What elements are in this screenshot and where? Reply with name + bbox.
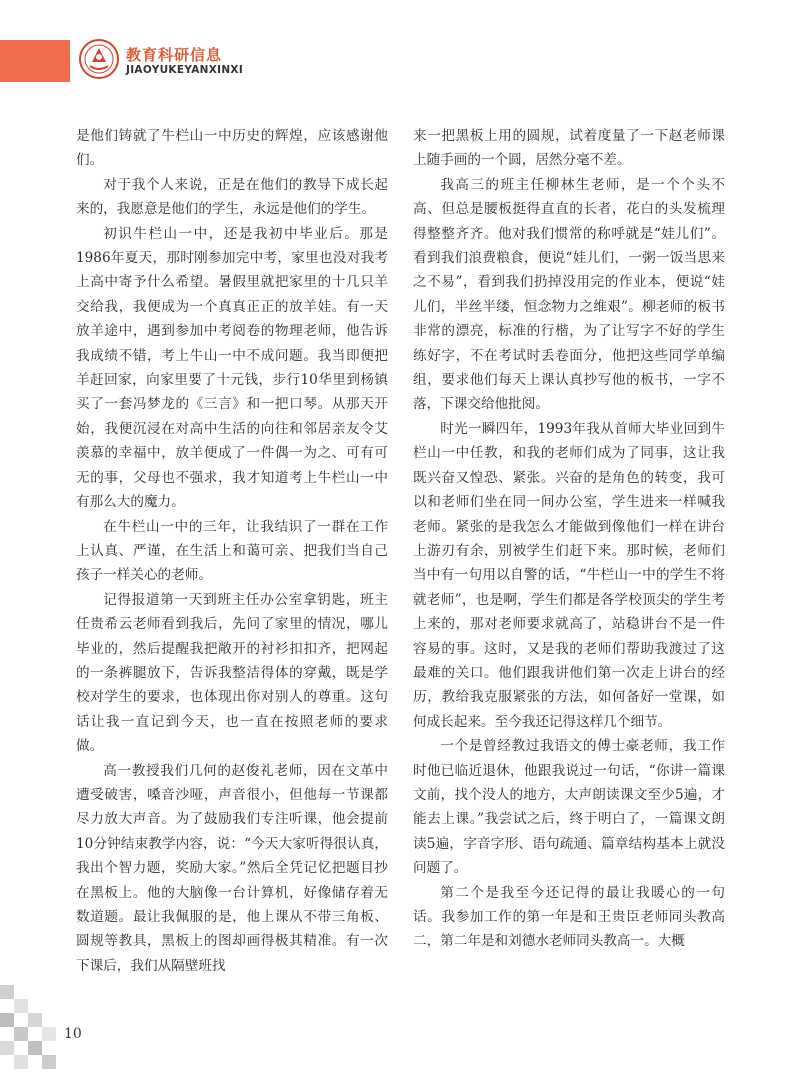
paragraph: 高一教授我们几何的赵俊礼老师，因在文革中遭受破害，嗓音沙哑，声音很小，但他每一节课都尽力放大声音。为了鼓励我们专注听课，他会提前10分钟结束教学内容，说：“今天大家听得很认真，我出个智力题，奖励大家。”然后全凭记忆把题目抄在黑板上。他的大脑像一台计算机，好像储存着无数道题。最让我佩服的是，他上课从不带三角板、圆规等教具，黑板上的图却画得极其精准。有一次下课后，我们从隔壁班找 bbox=[76, 762, 388, 974]
school-emblem-icon bbox=[78, 38, 120, 80]
paragraph: 时光一瞬四年，1993年我从首师大毕业回到牛栏山一中任教，和我的老师们成为了同事，这让我既兴奋又惶恐、紧张。兴奋的是角色的转变，我可以和老师们坐在同一间办公室，学生进来一样喊我老师。紧张的是我怎么才能做到像他们一样在讲台上游刃有余，别被学生们赶下来。那时候，老师们当中有一句用以自警的话，“牛栏山一中的学生不将就老师”，也是啊，学生们都是各学校顶尖的学生考上来的，那对老师要求就高了，站稳讲台不是一件容易的事。这时，又是我的老师们帮助我渡过了这最难的关口。他们跟我讲他们第一次走上讲台的经历，教给我克服紧张的方法，如何备好一堂课，如何成长起来。至今我还记得这样几个细节。 bbox=[413, 420, 725, 730]
paragraph: 对于我个人来说，正是在他们的教导下成长起来的，我愿意是他们的学生，永远是他们的学生。 bbox=[76, 176, 388, 218]
paragraph: 一个是曾经教过我语文的傅士豪老师，我工作时他已临近退休，他跟我说过一句话，“你讲一篇课文前，找个没人的地方，大声朗读课文至少5遍，才能去上课。”我尝试之后，终于明白了，一篇课文朗读5遍，字音字形、语句疏通、篇章结构基本上就没问题了。 bbox=[413, 738, 725, 877]
article-right-column bbox=[413, 124, 725, 954]
header-accent-bar bbox=[0, 40, 70, 82]
journal-subtitle: JIAOYUKEYANXINXI bbox=[126, 64, 244, 76]
paragraph: 在牛栏山一中的三年，让我结识了一群在工作上认真、严谨，在生活上和蔼可亲、把我们当自己孩子一样关心的老师。 bbox=[76, 518, 388, 584]
page-number: 10 bbox=[64, 1026, 82, 1042]
paragraph: 我高三的班主任柳林生老师，是一个个头不高、但总是腰板挺得直直的长者，花白的头发梳理得整整齐齐。他对我们惯常的称呼就是“娃儿们”。看到我们浪费粮食，便说“娃儿们，一粥一饭当思来之不易”，看到我们扔掉没用完的作业本，便说“娃儿们，半丝半缕，恒念物力之维艰”。柳老师的板书非常的漂亮，标准的行楷，为了让写字不好的学生练好字，不在考试时丢卷面分，他把这些同学单编组，要求他们每天上课认真抄写他的板书，一字不落，下课交给他批阅。 bbox=[413, 176, 725, 413]
paragraph: 是他们铸就了牛栏山一中历史的辉煌，应该感谢他们。 bbox=[76, 128, 388, 169]
paragraph: 第二个是我至今还记得的最让我暖心的一句话。我参加工作的第一年是和王贵臣老师同头教高二，第二年是和刘德水老师同头教高一。大概 bbox=[413, 884, 725, 950]
journal-title: 教育科研信息 bbox=[126, 46, 223, 64]
article-left-column bbox=[76, 124, 388, 978]
paragraph: 记得报道第一天到班主任办公室拿钥匙，班主任贵希云老师看到我后，先问了家里的情况，哪儿毕业的，然后提醒我把敞开的衬衫扣扣齐，把网起的一条裤腿放下，告诉我整洁得体的穿戴，既是学校对学生的要求，也体现出你对别人的尊重。这句话让我一直记到今天，也一直在按照老师的要求做。 bbox=[76, 591, 388, 755]
paragraph: 来一把黑板上用的圆规，试着度量了一下赵老师课上随手画的一个圆，居然分毫不差。 bbox=[413, 128, 725, 169]
paragraph: 初识牛栏山一中，还是我初中毕业后。那是1986年夏天，那时刚参加完中考，家里也没对我考上高中寄予什么希望。暑假里就把家里的十几只羊交给我，我便成为一个真真正正的放羊娃。有一天放羊途中，遇到参加中考阅卷的物理老师，他告诉我成绩不错，考上牛山一中不成问题。我当即便把羊赶回家，向家里要了十元钱，步行10华里到杨镇买了一套冯梦龙的《三言》和一把口琴。从那天开始，我便沉浸在对高中生活的向往和邻居亲友令艾羡慕的幸福中，放羊便成了一件偶一为之、可有可无的事，父母也不强求，我才知道考上牛栏山一中有那么大的魔力。 bbox=[76, 225, 388, 511]
